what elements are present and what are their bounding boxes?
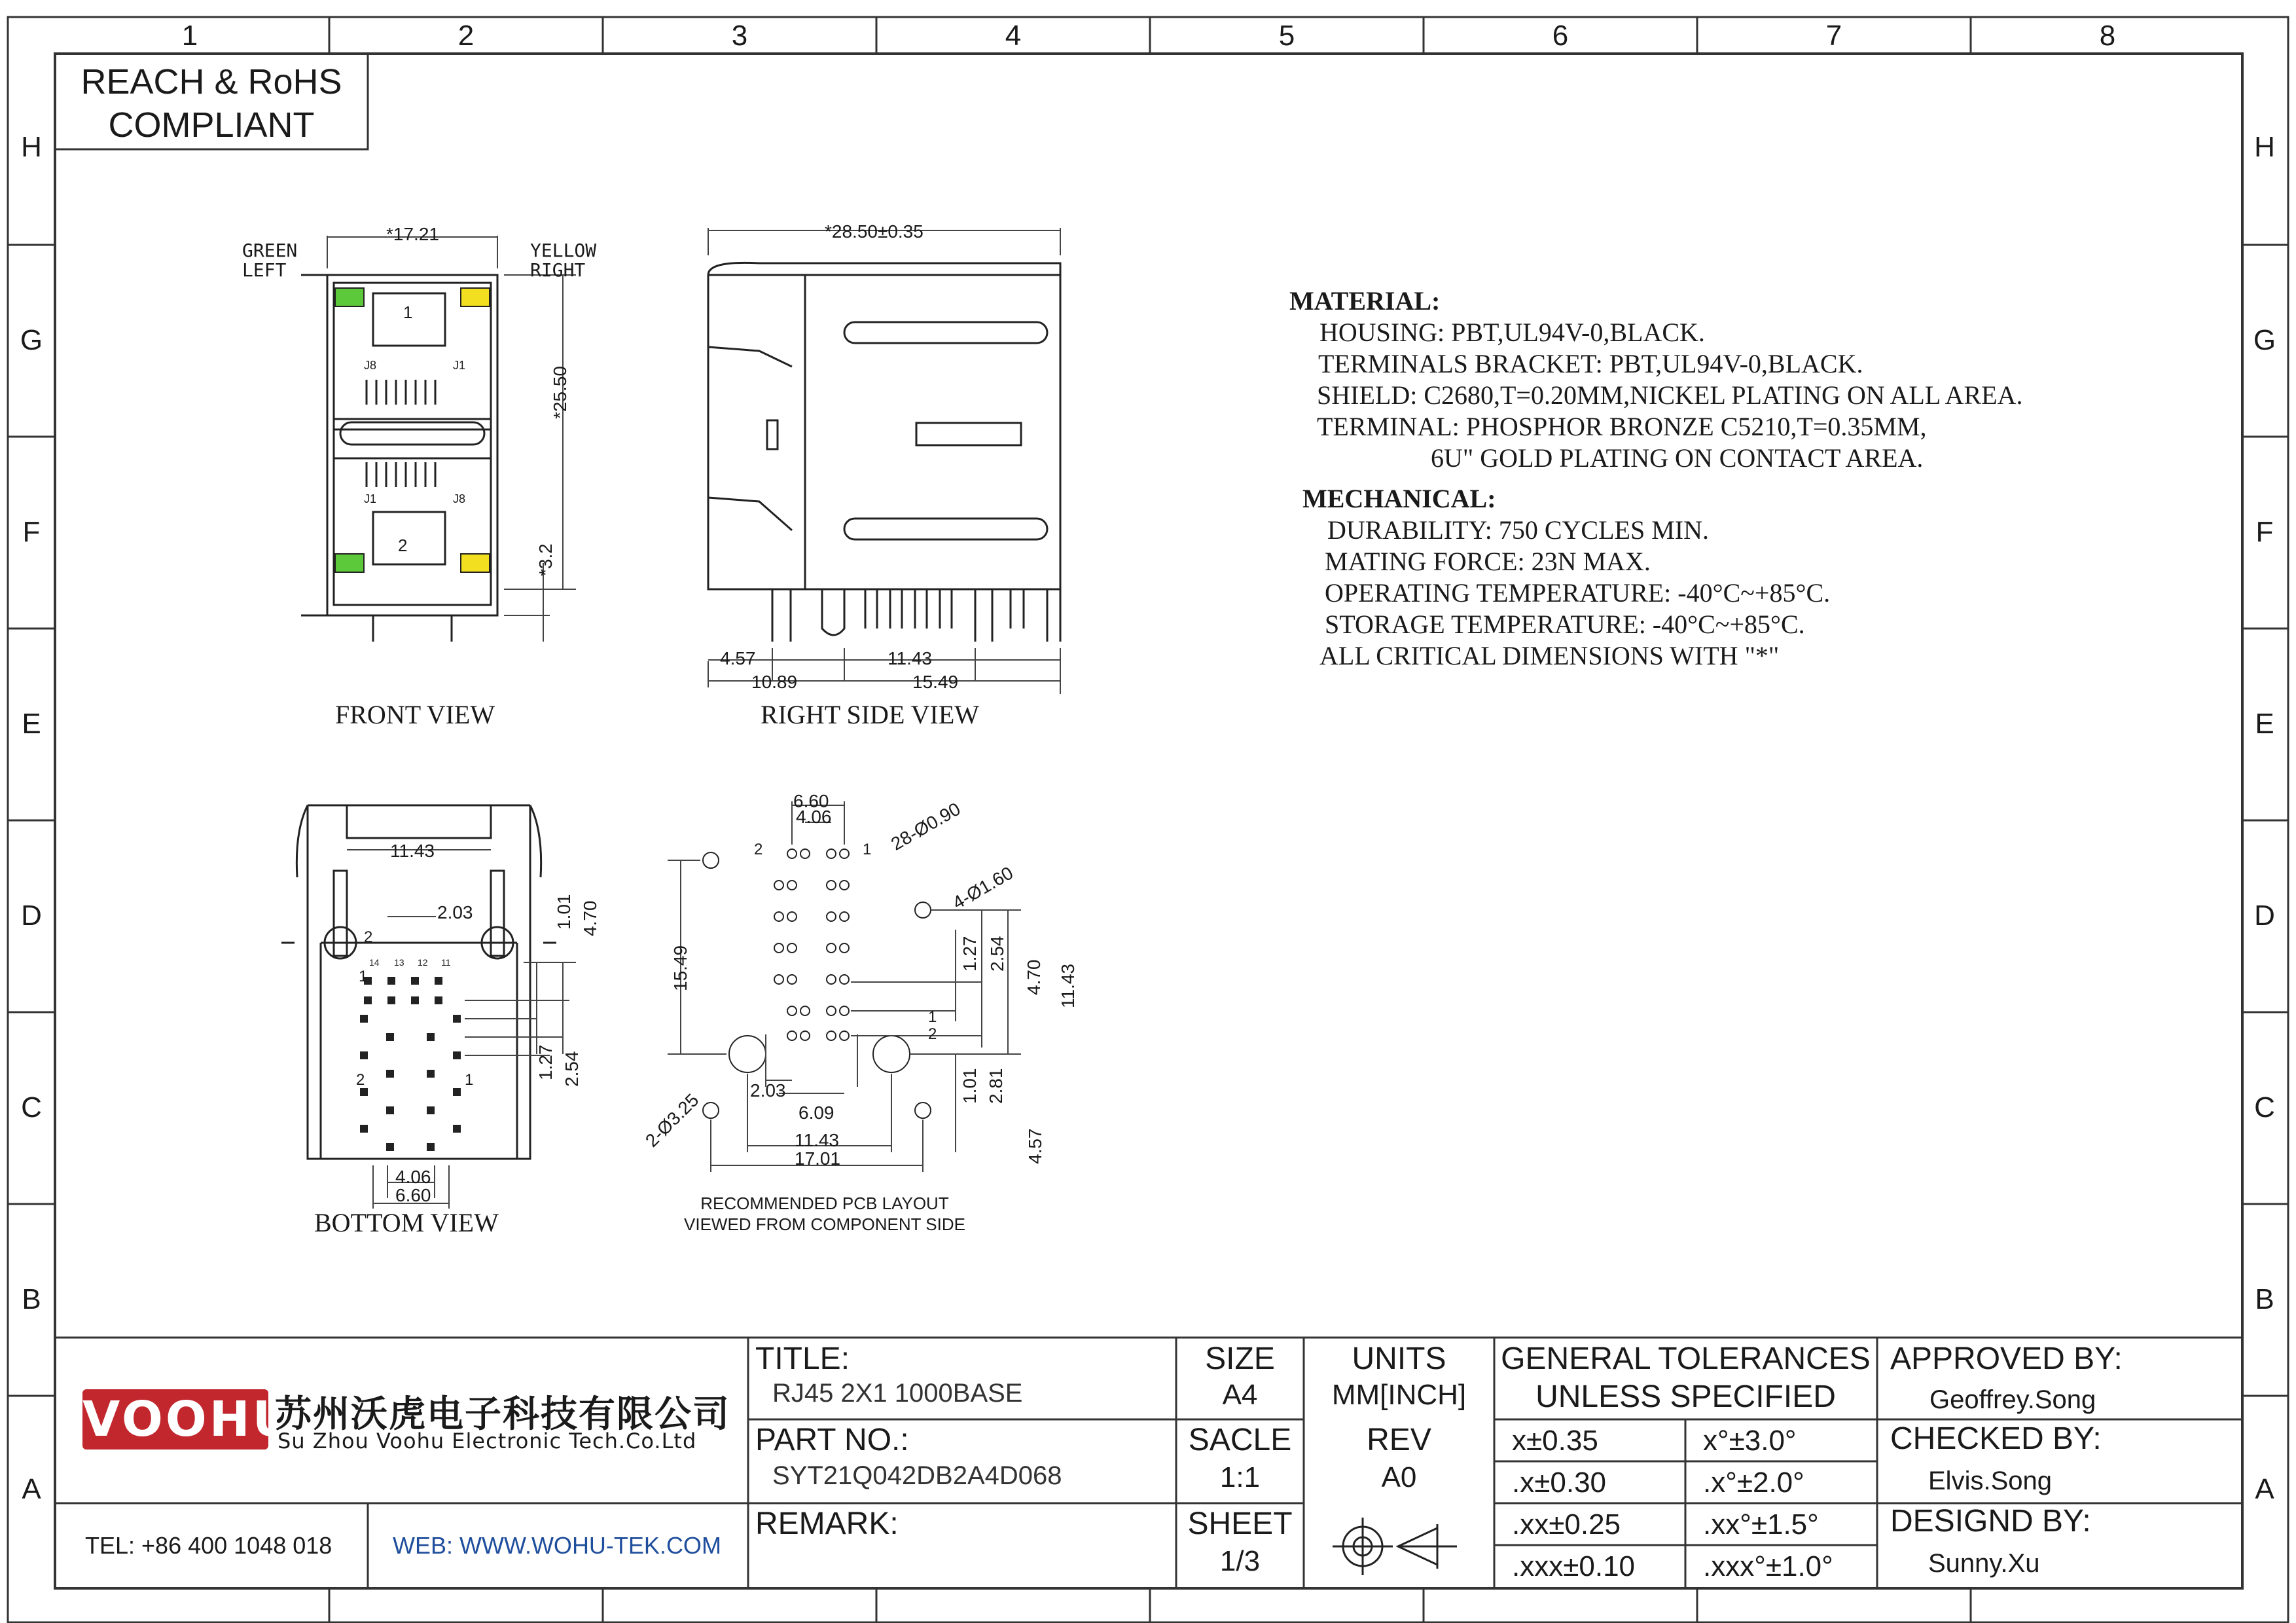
front-view-label: FRONT VIEW: [335, 700, 495, 729]
front-port-2-label: 2: [398, 536, 408, 555]
bottom-dim-r1: 1.01: [554, 894, 574, 930]
grid-col-6: 6: [1552, 20, 1569, 52]
pcb-caption-line-2: VIEWED FROM COMPONENT SIDE: [684, 1214, 965, 1234]
mechanical-line-1: DURABILITY: 750 CYCLES MIN.: [1327, 515, 1709, 545]
bottom-dim-inner: 2.03: [437, 902, 473, 922]
units-value: MM[INCH]: [1331, 1379, 1467, 1411]
bottom-view-label: BOTTOM VIEW: [314, 1208, 499, 1237]
side-dim-a: 4.57: [720, 648, 756, 668]
front-led-left-line-2: LEFT: [242, 259, 287, 281]
front-pin-j1-top: J1: [453, 359, 466, 372]
pcb-dim-r3: 4.70: [1024, 959, 1044, 995]
pcb-group-label-a: 2: [754, 841, 763, 858]
pcb-dim-hole2: 4-Ø1.60: [949, 862, 1017, 913]
mechanical-heading: MECHANICAL:: [1302, 484, 1496, 513]
grid-col-3: 3: [731, 20, 748, 52]
side-dim-c: 10.89: [751, 672, 798, 692]
pcb-dim-b3: 11.43: [795, 1130, 839, 1150]
grid-row-b-left: B: [22, 1283, 41, 1315]
designed-by-value: Sunny.Xu: [1928, 1549, 2040, 1578]
bottom-dim-b2: 6.60: [395, 1185, 431, 1205]
checked-by-value: Elvis.Song: [1928, 1467, 2052, 1495]
tol-linear-0: x±0.35: [1512, 1425, 1598, 1457]
side-dim-length: *28.50±0.35: [825, 221, 924, 242]
tol-linear-2: .xx±0.25: [1512, 1508, 1621, 1541]
side-dim-b: 11.43: [888, 648, 932, 668]
checked-by-label: CHECKED BY:: [1890, 1421, 2102, 1456]
front-led-left-line-1: GREEN: [242, 240, 298, 261]
grid-row-f-left: F: [22, 516, 41, 548]
designed-by-label: DESIGND BY:: [1890, 1504, 2091, 1539]
bottom-pin-14: 14: [369, 957, 380, 968]
pcb-group-label-d: 2: [928, 1025, 937, 1043]
bottom-group-label-b: 1: [359, 968, 368, 985]
material-line-4: TERMINAL: PHOSPHOR BRONZE C5210,T=0.35MM,: [1317, 412, 1927, 441]
title-value: RJ45 2X1 1000BASE: [772, 1379, 1023, 1408]
grid-row-g-left: G: [20, 324, 43, 356]
grid-col-2: 2: [457, 20, 475, 52]
front-pin-j8-top: J8: [364, 359, 377, 372]
pcb-dim-top2: 4.06: [796, 807, 832, 827]
grid-row-c-right: C: [2254, 1091, 2275, 1123]
mechanical-line-2: MATING FORCE: 23N MAX.: [1325, 547, 1651, 576]
front-dim-height: *25.50: [550, 366, 570, 419]
grid-row-h-right: H: [2254, 131, 2275, 163]
grid-col-7: 7: [1825, 20, 1842, 52]
grid-col-4: 4: [1005, 20, 1022, 52]
sheet-value: 1/3: [1219, 1545, 1261, 1577]
tol-linear-3: .xxx±0.10: [1512, 1550, 1636, 1582]
front-port-1-label: 1: [403, 302, 413, 322]
pcb-group-label-c: 1: [928, 1008, 937, 1026]
tol-angular-1: .x°±2.0°: [1703, 1467, 1804, 1499]
bottom-dim-r3: 1.27: [535, 1044, 556, 1080]
bottom-dim-r2: 4.70: [580, 900, 600, 936]
title-label: TITLE:: [755, 1341, 850, 1376]
pcb-dim-r4: 11.43: [1058, 964, 1078, 1008]
material-line-5: 6U" GOLD PLATING ON CONTACT AREA.: [1431, 443, 1924, 473]
company-name-en: Su Zhou Voohu Electronic Tech.Co.Ltd: [278, 1429, 697, 1453]
grid-row-d-right: D: [2254, 900, 2275, 932]
grid-row-a-right: A: [2255, 1473, 2274, 1505]
bottom-dim-r4: 2.54: [562, 1051, 582, 1087]
company-web: WEB: WWW.WOHU-TEK.COM: [393, 1532, 721, 1559]
compliance-line-1: REACH & RoHS: [81, 62, 342, 101]
voohu-logo: VOOHU: [82, 1389, 268, 1450]
front-led-right-line-2: RIGHT: [530, 259, 586, 281]
front-dim-pin: *3.2: [535, 543, 556, 576]
tol-angular-2: .xx°±1.5°: [1703, 1508, 1819, 1541]
material-heading: MATERIAL:: [1289, 286, 1441, 316]
tolerance-heading-1: GENERAL TOLERANCES: [1501, 1341, 1871, 1376]
size-value: A4: [1222, 1379, 1258, 1411]
bottom-dim-b1: 4.06: [395, 1167, 431, 1187]
tol-angular-3: .xxx°±1.0°: [1703, 1550, 1833, 1582]
tolerance-heading-2: UNLESS SPECIFIED: [1535, 1379, 1836, 1414]
grid-col-8: 8: [2099, 20, 2116, 52]
grid-col-1: 1: [181, 20, 198, 52]
bottom-group-label-c: 2: [356, 1071, 365, 1089]
pcb-caption-line-1: RECOMMENDED PCB LAYOUT: [700, 1194, 949, 1213]
front-pin-j8-bottom: J8: [453, 492, 466, 505]
grid-row-e-left: E: [22, 708, 41, 740]
grid-row-e-right: E: [2255, 708, 2274, 740]
pcb-dim-top1: 6.60: [793, 791, 829, 811]
pcb-dim-r1: 1.27: [960, 936, 980, 972]
pcb-dim-b1: 2.03: [750, 1080, 786, 1101]
mechanical-line-4: STORAGE TEMPERATURE: -40°C~+85°C.: [1325, 610, 1805, 639]
pcb-group-label-b: 1: [863, 841, 872, 858]
pcb-dim-b4: 17.01: [795, 1148, 841, 1169]
grid-row-d-left: D: [21, 900, 42, 932]
bottom-pin-11: 11: [441, 957, 451, 968]
grid-row-c-left: C: [21, 1091, 42, 1123]
approved-by-label: APPROVED BY:: [1890, 1341, 2123, 1376]
units-label: UNITS: [1352, 1341, 1446, 1376]
pcb-dim-hole: 28-Ø0.90: [888, 798, 964, 854]
material-line-2: TERMINALS BRACKET: PBT,UL94V-0,BLACK.: [1318, 349, 1863, 378]
scale-label: SACLE: [1188, 1423, 1292, 1457]
grid-row-g-right: G: [2253, 324, 2276, 356]
pcb-dim-hole3: 2-Ø3.25: [641, 1089, 703, 1151]
material-line-1: HOUSING: PBT,UL94V-0,BLACK.: [1319, 318, 1705, 347]
tol-angular-0: x°±3.0°: [1703, 1425, 1797, 1457]
company-name-cn: 苏州沃虎电子科技有限公司: [275, 1393, 730, 1436]
size-label: SIZE: [1205, 1341, 1275, 1376]
rev-label: REV: [1367, 1423, 1431, 1457]
mechanical-line-5: ALL CRITICAL DIMENSIONS WITH "*": [1319, 641, 1780, 670]
tol-linear-1: .x±0.30: [1512, 1467, 1607, 1499]
pcb-dim-r7: 4.57: [1025, 1128, 1045, 1164]
bottom-group-label-a: 2: [364, 928, 373, 946]
side-dim-d: 15.49: [912, 672, 959, 692]
rev-value: A0: [1381, 1461, 1417, 1493]
company-tel: TEL: +86 400 1048 018: [85, 1532, 332, 1559]
grid-row-h-left: H: [21, 131, 42, 163]
bottom-dim-top: 11.43: [390, 841, 435, 861]
side-view-label: RIGHT SIDE VIEW: [761, 700, 980, 729]
pcb-dim-r6: 2.81: [986, 1068, 1006, 1104]
sheet-label: SHEET: [1187, 1506, 1293, 1541]
part-no-value: SYT21Q042DB2A4D068: [772, 1461, 1062, 1490]
compliance-line-2: COMPLIANT: [108, 105, 315, 145]
approved-by-value: Geoffrey.Song: [1929, 1385, 2096, 1414]
pcb-dim-r5: 1.01: [960, 1068, 980, 1104]
part-no-label: PART NO.:: [755, 1423, 909, 1457]
scale-value: 1:1: [1219, 1461, 1261, 1493]
mechanical-line-3: OPERATING TEMPERATURE: -40°C~+85°C.: [1325, 578, 1831, 608]
front-pin-j1-bottom: J1: [364, 492, 377, 505]
front-led-right-line-1: YELLOW: [530, 240, 597, 261]
grid-row-b-right: B: [2255, 1283, 2274, 1315]
bottom-pin-12: 12: [418, 957, 428, 968]
material-line-3: SHIELD: C2680,T=0.20MM,NICKEL PLATING ON ALL AREA.: [1317, 380, 2023, 410]
remark-label: REMARK:: [755, 1506, 899, 1541]
grid-row-a-left: A: [22, 1473, 41, 1505]
pcb-dim-r2: 2.54: [987, 936, 1007, 972]
projection-symbol: [1333, 1518, 1457, 1575]
bottom-pin-13: 13: [394, 957, 404, 968]
pcb-dim-left: 15.49: [670, 945, 691, 991]
grid-col-5: 5: [1278, 20, 1295, 52]
pcb-dim-b2: 6.09: [798, 1103, 834, 1123]
front-dim-width: *17.21: [386, 224, 439, 244]
grid-row-f-right: F: [2255, 516, 2274, 548]
bottom-group-label-d: 1: [465, 1071, 474, 1089]
